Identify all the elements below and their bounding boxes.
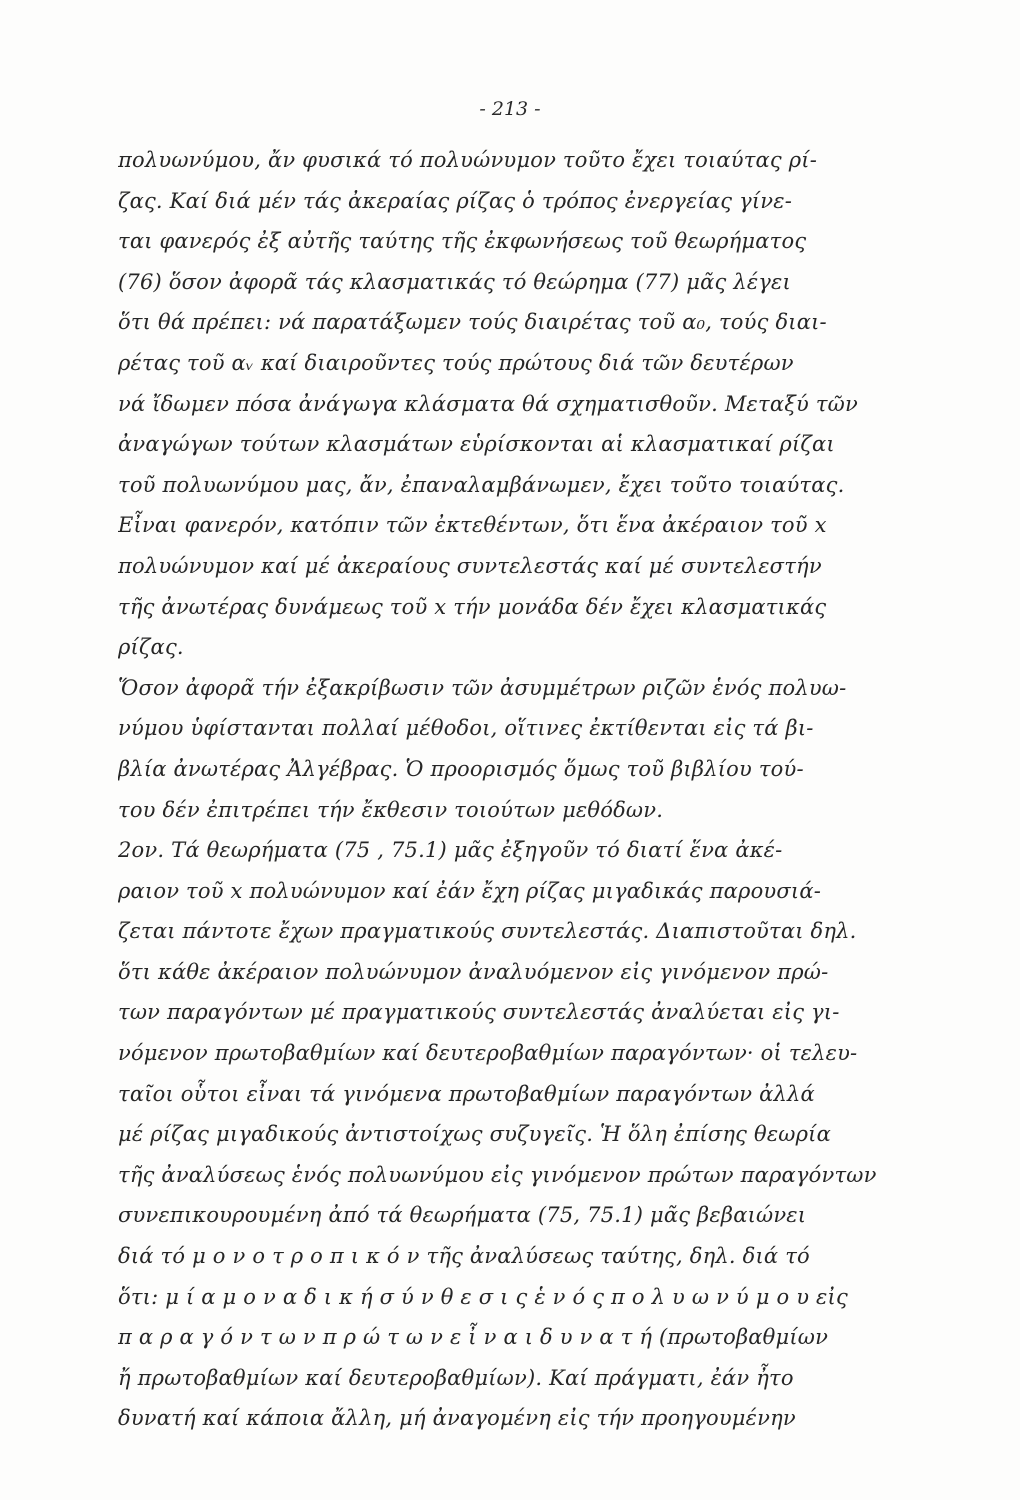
text-line: πολυώνυμον καί μέ ἀκεραίους συντελεστάς καί μέ συντελεστήν	[118, 553, 822, 578]
text-line: ἤ πρωτοβαθμίων καί δευτεροβαθμίων). Καί πράγματι, ἐάν ἦτο	[118, 1365, 794, 1390]
text-line: ται φανερός ἐξ αὐτῆς ταύτης τῆς ἐκφωνήσεως τοῦ θεωρήματος	[118, 229, 807, 254]
text-line: ζας. Καί διά μέν τάς ἀκεραίας ρίζας ὁ τρόπος ἐνεργείας γίνε-	[118, 188, 793, 213]
text-line: ταῖοι οὗτοι εἶναι τά γινόμενα πρωτοβαθμίων παραγόντων ἀλλά	[118, 1081, 815, 1106]
body-text	[118, 140, 948, 1439]
text-line: ραιον τοῦ x πολυώνυμον καί ἐάν ἔχη ρίζας μιγαδικάς παρουσιά-	[118, 878, 822, 903]
text-line: νόμενον πρωτοβαθμίων καί δευτεροβαθμίων παραγόντων· οἱ τελευ-	[118, 1041, 858, 1066]
text-line: ὅτι κάθε ἀκέραιον πολυώνυμον ἀναλυόμενον εἰς γινόμενον πρώ-	[118, 959, 829, 984]
text-line: ρέτας τοῦ αᵥ καί διαιροῦντες τούς πρώτους διά τῶν δευτέρων	[118, 350, 794, 375]
text-line: πολυωνύμου, ἄν φυσικά τό πολυώνυμον τοῦτο ἔχει τοιαύτας ρί-	[118, 148, 818, 172]
text-line: νά ἴδωμεν πόσα ἀνάγωγα κλάσματα θά σχηματισθοῦν. Μεταξύ τῶν	[118, 391, 858, 416]
text-line: νύμου ὑφίστανται πολλαί μέθοδοι, οἵτινες ἐκτίθενται εἰς τά βι-	[118, 716, 814, 741]
text-line: του δέν ἐπιτρέπει τήν ἔκθεσιν τοιούτων μεθόδων.	[118, 797, 664, 822]
text-line: (76) ὅσον ἀφορᾶ τάς κλασματικάς τό θεώρημα (77) μᾶς λέγει	[118, 269, 791, 294]
text-line: ζεται πάντοτε ἔχων πραγματικούς συντελεστάς. Διαπιστοῦται δηλ.	[118, 919, 857, 944]
text-line: τῆς ἀνωτέρας δυνάμεως τοῦ x τήν μονάδα δέν ἔχει κλασματικάς	[118, 594, 827, 619]
text-line: ὅτι θά πρέπει: νά παρατάξωμεν τούς διαιρέτας τοῦ α₀, τούς διαι-	[118, 310, 827, 335]
text-line: Εἶναι φανερόν, κατόπιν τῶν ἐκτεθέντων, ὅτι ἕνα ἀκέραιον τοῦ x	[118, 513, 827, 538]
text-line: ἀναγώγων τούτων κλασμάτων εὑρίσκονται αἱ κλασματικαί ρίζαι	[118, 432, 835, 457]
text-line: των παραγόντων μέ πραγματικούς συντελεστάς ἀναλύεται εἰς γι-	[118, 1000, 840, 1025]
text-line: τοῦ πολυωνύμου μας, ἄν, ἐπαναλαμβάνωμεν, ἔχει τοῦτο τοιαύτας.	[118, 472, 845, 497]
text-line: βλία ἀνωτέρας Ἀλγέβρας. Ὁ προορισμός ὅμως τοῦ βιβλίου τού-	[118, 756, 804, 781]
text-line: 2ον. Τά θεωρήματα (75 , 75.1) μᾶς ἐξηγοῦν τό διατί ἕνα ἀκέ-	[118, 838, 783, 863]
text-line: διά τό μ ο ν ο τ ρ ο π ι κ ό ν τῆς ἀναλύσεως ταύτης, δηλ. διά τό	[118, 1244, 810, 1269]
text-line: ὅτι: μ ί α μ ο ν α δ ι κ ή σ ύ ν θ ε σ ι ς ἑ ν ό ς π ο λ υ ω ν ύ μ ο υ εἰς	[118, 1284, 848, 1309]
text-line: μέ ρίζας μιγαδικούς ἀντιστοίχως συζυγεῖς. Ἡ ὅλη ἐπίσης θεωρία	[118, 1122, 831, 1147]
text-line: Ὅσον ἀφορᾶ τήν ἐξακρίβωσιν τῶν ἀσυμμέτρων ριζῶν ἑνός πολυω-	[118, 675, 847, 700]
text-line: συνεπικουρουμένη ἀπό τά θεωρήματα (75, 75.1) μᾶς βεβαιώνει	[118, 1203, 807, 1228]
text-line: τῆς ἀναλύσεως ἑνός πολυωνύμου εἰς γινόμενον πρώτων παραγόντων	[118, 1162, 877, 1187]
text-line: δυνατή καί κάποια ἄλλη, μή ἀναγομένη εἰς τήν προηγουμένην	[118, 1406, 796, 1431]
text-line: ρίζας.	[118, 635, 184, 660]
text-line: π α ρ α γ ό ν τ ω ν π ρ ώ τ ω ν ε ἶ ν α ι δ υ ν α τ ή (πρωτοβαθμίων	[118, 1325, 829, 1350]
page-number: - 213 -	[479, 98, 541, 120]
